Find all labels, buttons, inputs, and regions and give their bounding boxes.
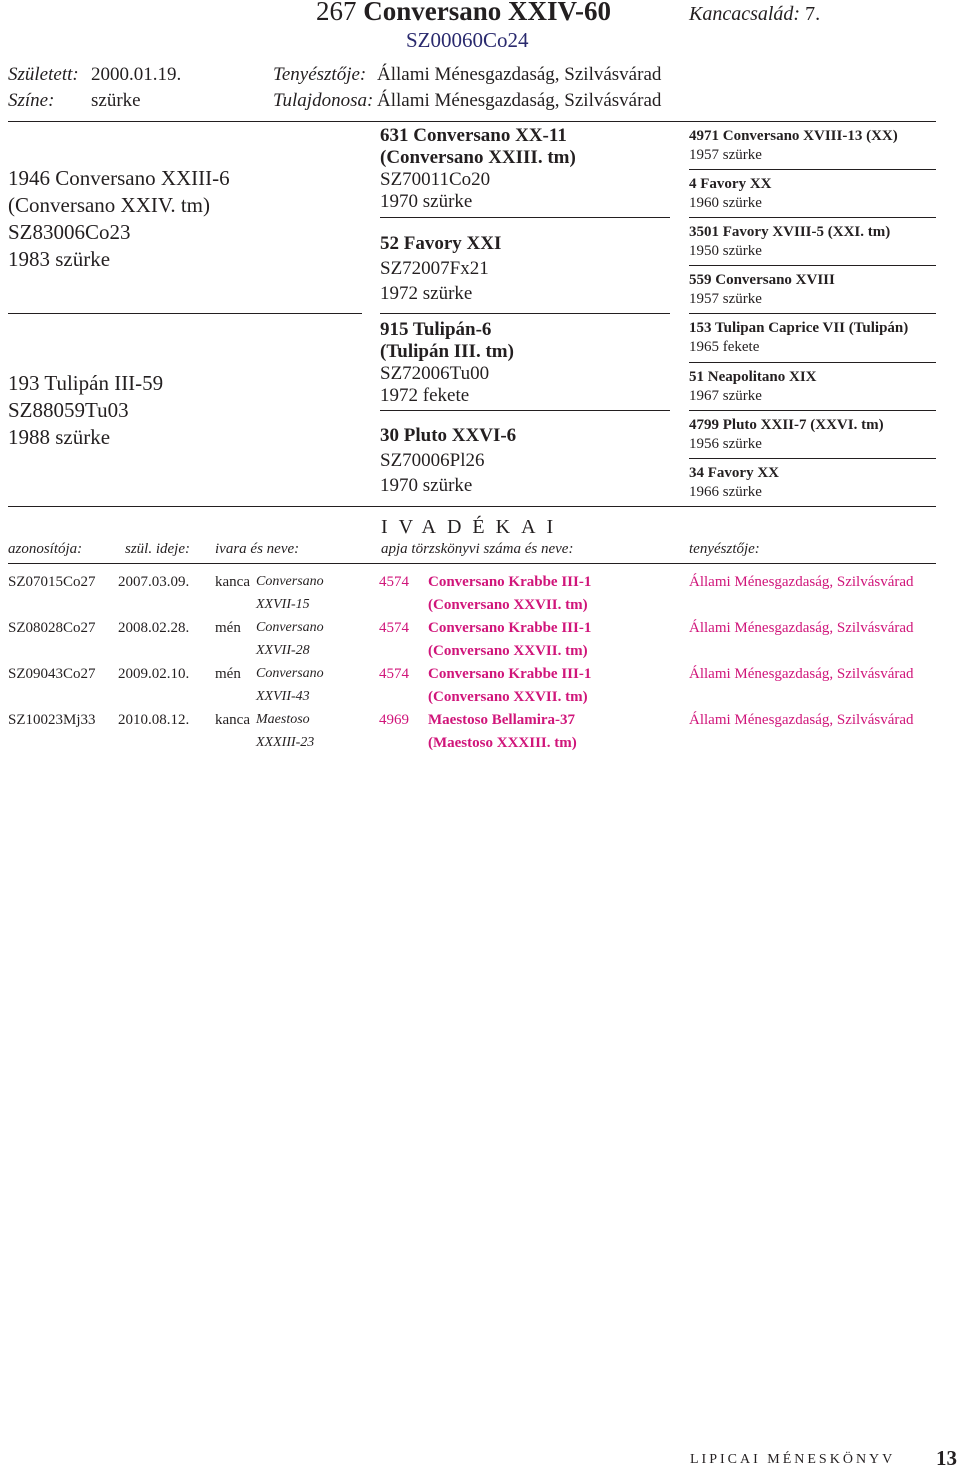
offspring-name: Conversano <box>256 620 324 635</box>
gen2-name: 30 Pluto XXVI-6 <box>380 425 517 446</box>
pedigree-bottom-rule <box>8 506 936 507</box>
born-value: 2000.01.19. <box>91 64 182 85</box>
gen1-divider <box>8 313 362 314</box>
mare-family <box>689 3 820 26</box>
offspring-born: 2010.08.12. <box>118 712 190 728</box>
offspring-sire-num: 4574 <box>379 574 409 590</box>
gen2-year: 1972 szürke <box>380 283 473 304</box>
offspring-sire-name: Conversano Krabbe III-1 <box>428 574 592 590</box>
gen2-code: SZ72007Fx21 <box>380 258 489 279</box>
gen2-code: SZ70006Pl26 <box>380 450 485 471</box>
gen3-divider <box>689 217 936 218</box>
offspring-breeder: Állami Ménesgazdaság, Szilvásvárad <box>689 620 914 636</box>
gen2-item <box>380 125 576 213</box>
offspring-sire-num: 4574 <box>379 620 409 636</box>
gen3-item <box>689 223 890 261</box>
gen3-year: 1960 szürke <box>689 195 762 211</box>
offspring-sire-name: Conversano Krabbe III-1 <box>428 666 592 682</box>
sire-year: 1983 szürke <box>8 247 111 271</box>
gen3-name: 3501 Favory XVIII-5 (XXI. tm) <box>689 224 891 240</box>
horse-name: Conversano XXIV-60 <box>363 0 611 26</box>
page-number: 13 <box>936 1446 957 1470</box>
offspring-breeder: Állami Ménesgazdaság, Szilvásvárad <box>689 666 914 682</box>
offspring-sex: mén <box>215 666 241 682</box>
offspring-name-2: XXVII-43 <box>256 689 310 704</box>
gen3-name: 34 Favory XX <box>689 465 779 481</box>
gen2-year: 1972 fekete <box>380 385 470 406</box>
gen2-divider <box>380 410 670 411</box>
gen3-item <box>689 368 817 406</box>
gen3-year: 1965 fekete <box>689 339 760 355</box>
born-label: Született: <box>8 64 79 85</box>
dam-name: 193 Tulipán III-59 <box>8 371 164 395</box>
gen3-year: 1957 szürke <box>689 147 762 163</box>
gen3-divider <box>689 265 936 266</box>
horse-number: 267 <box>316 0 357 26</box>
offspring-sex: kanca <box>215 574 250 590</box>
color-label: Színe: <box>8 90 55 111</box>
offspring-header-rule <box>8 563 936 564</box>
header-rule <box>8 121 936 122</box>
offspring-id: SZ07015Co27 <box>8 574 96 590</box>
offspring-born: 2009.02.10. <box>118 666 190 682</box>
gen2-divider <box>380 313 670 314</box>
col-header-sire: apja törzskönyvi száma és neve: <box>381 541 574 557</box>
pedigree-sire <box>8 165 230 273</box>
horse-title <box>316 0 611 27</box>
owner-value: Állami Ménesgazdaság, Szilvásvárad <box>377 90 662 111</box>
gen2-item <box>380 231 501 306</box>
offspring-name-2: XXVII-28 <box>256 643 310 658</box>
offspring-name: Conversano <box>256 666 324 681</box>
offspring-born: 2008.02.28. <box>118 620 190 636</box>
gen2-code: SZ70011Co20 <box>380 169 491 190</box>
offspring-title: IVADÉKAI <box>381 516 565 538</box>
book-title: LIPICAI MÉNESKÖNYV <box>690 1452 896 1467</box>
gen3-name: 4799 Pluto XXII-7 (XXVI. tm) <box>689 417 884 433</box>
gen3-item <box>689 319 908 357</box>
col-header-breeder: tenyésztője: <box>689 541 760 557</box>
breeder-value: Állami Ménesgazdaság, Szilvásvárad <box>377 64 662 85</box>
dam-code: SZ88059Tu03 <box>8 398 129 422</box>
gen3-year: 1966 szürke <box>689 484 762 500</box>
offspring-sex: mén <box>215 620 241 636</box>
offspring-id: SZ08028Co27 <box>8 620 96 636</box>
offspring-sire-name: Maestoso Bellamira-37 <box>428 712 576 728</box>
gen3-year: 1950 szürke <box>689 243 762 259</box>
gen3-divider <box>689 362 936 363</box>
offspring-sire-note: (Conversano XXVII. tm) <box>428 597 588 613</box>
gen2-year: 1970 szürke <box>380 191 473 212</box>
gen3-name: 153 Tulipan Caprice VII (Tulipán) <box>689 320 909 336</box>
offspring-born: 2007.03.09. <box>118 574 190 590</box>
gen2-item <box>380 423 516 498</box>
mare-family-value: 7. <box>805 3 821 25</box>
col-header-born: szül. ideje: <box>125 541 190 557</box>
mare-family-label: Kancacsalád: <box>689 3 801 25</box>
gen3-divider <box>689 313 936 314</box>
offspring-id: SZ10023Mj33 <box>8 712 96 728</box>
gen2-note: (Conversano XXIII. tm) <box>380 147 576 168</box>
gen2-name: 631 Conversano XX-11 <box>380 125 567 146</box>
gen3-name: 559 Conversano XVIII <box>689 272 835 288</box>
offspring-name-2: XXXIII-23 <box>256 735 315 750</box>
gen3-year: 1956 szürke <box>689 436 762 452</box>
owner-label: Tulajdonosa: <box>273 90 374 111</box>
pedigree-dam <box>8 370 163 451</box>
offspring-id: SZ09043Co27 <box>8 666 96 682</box>
gen3-item <box>689 175 772 213</box>
gen2-note: (Tulipán III. tm) <box>380 341 514 362</box>
sire-note: (Conversano XXIV. tm) <box>8 193 211 217</box>
offspring-sire-note: (Conversano XXVII. tm) <box>428 643 588 659</box>
horse-code: SZ00060Co24 <box>406 28 529 52</box>
gen3-item <box>689 271 835 309</box>
offspring-breeder: Állami Ménesgazdaság, Szilvásvárad <box>689 574 914 590</box>
gen3-year: 1967 szürke <box>689 388 762 404</box>
gen3-divider <box>689 169 936 170</box>
gen2-year: 1970 szürke <box>380 475 473 496</box>
gen2-code: SZ72006Tu00 <box>380 363 490 384</box>
gen3-item <box>689 416 884 454</box>
gen3-name: 4971 Conversano XVIII-13 (XX) <box>689 128 898 144</box>
offspring-sire-note: (Maestoso XXXIII. tm) <box>428 735 577 751</box>
offspring-name: Conversano <box>256 574 324 589</box>
color-value: szürke <box>91 90 141 111</box>
dam-year: 1988 szürke <box>8 425 111 449</box>
gen3-item <box>689 464 779 502</box>
gen2-name: 915 Tulipán-6 <box>380 319 492 340</box>
gen3-name: 51 Neapolitano XIX <box>689 369 817 385</box>
gen3-divider <box>689 410 936 411</box>
offspring-sire-note: (Conversano XXVII. tm) <box>428 689 588 705</box>
offspring-breeder: Állami Ménesgazdaság, Szilvásvárad <box>689 712 914 728</box>
gen3-item <box>689 127 898 165</box>
offspring-sire-num: 4969 <box>379 712 409 728</box>
gen3-name: 4 Favory XX <box>689 176 772 192</box>
col-header-sex: ivara és neve: <box>215 541 300 557</box>
gen3-year: 1957 szürke <box>689 291 762 307</box>
gen2-item <box>380 319 514 407</box>
offspring-sire-num: 4574 <box>379 666 409 682</box>
offspring-sex: kanca <box>215 712 250 728</box>
gen3-divider <box>689 458 936 459</box>
offspring-name: Maestoso <box>256 712 310 727</box>
offspring-sire-name: Conversano Krabbe III-1 <box>428 620 592 636</box>
sire-name: 1946 Conversano XXIII-6 <box>8 166 230 190</box>
breeder-label: Tenyésztője: <box>273 64 367 85</box>
gen2-divider <box>380 217 670 218</box>
col-header-id: azonosítója: <box>8 541 83 557</box>
sire-code: SZ83006Co23 <box>8 220 131 244</box>
offspring-name-2: XXVII-15 <box>256 597 310 612</box>
gen2-name: 52 Favory XXI <box>380 233 502 254</box>
